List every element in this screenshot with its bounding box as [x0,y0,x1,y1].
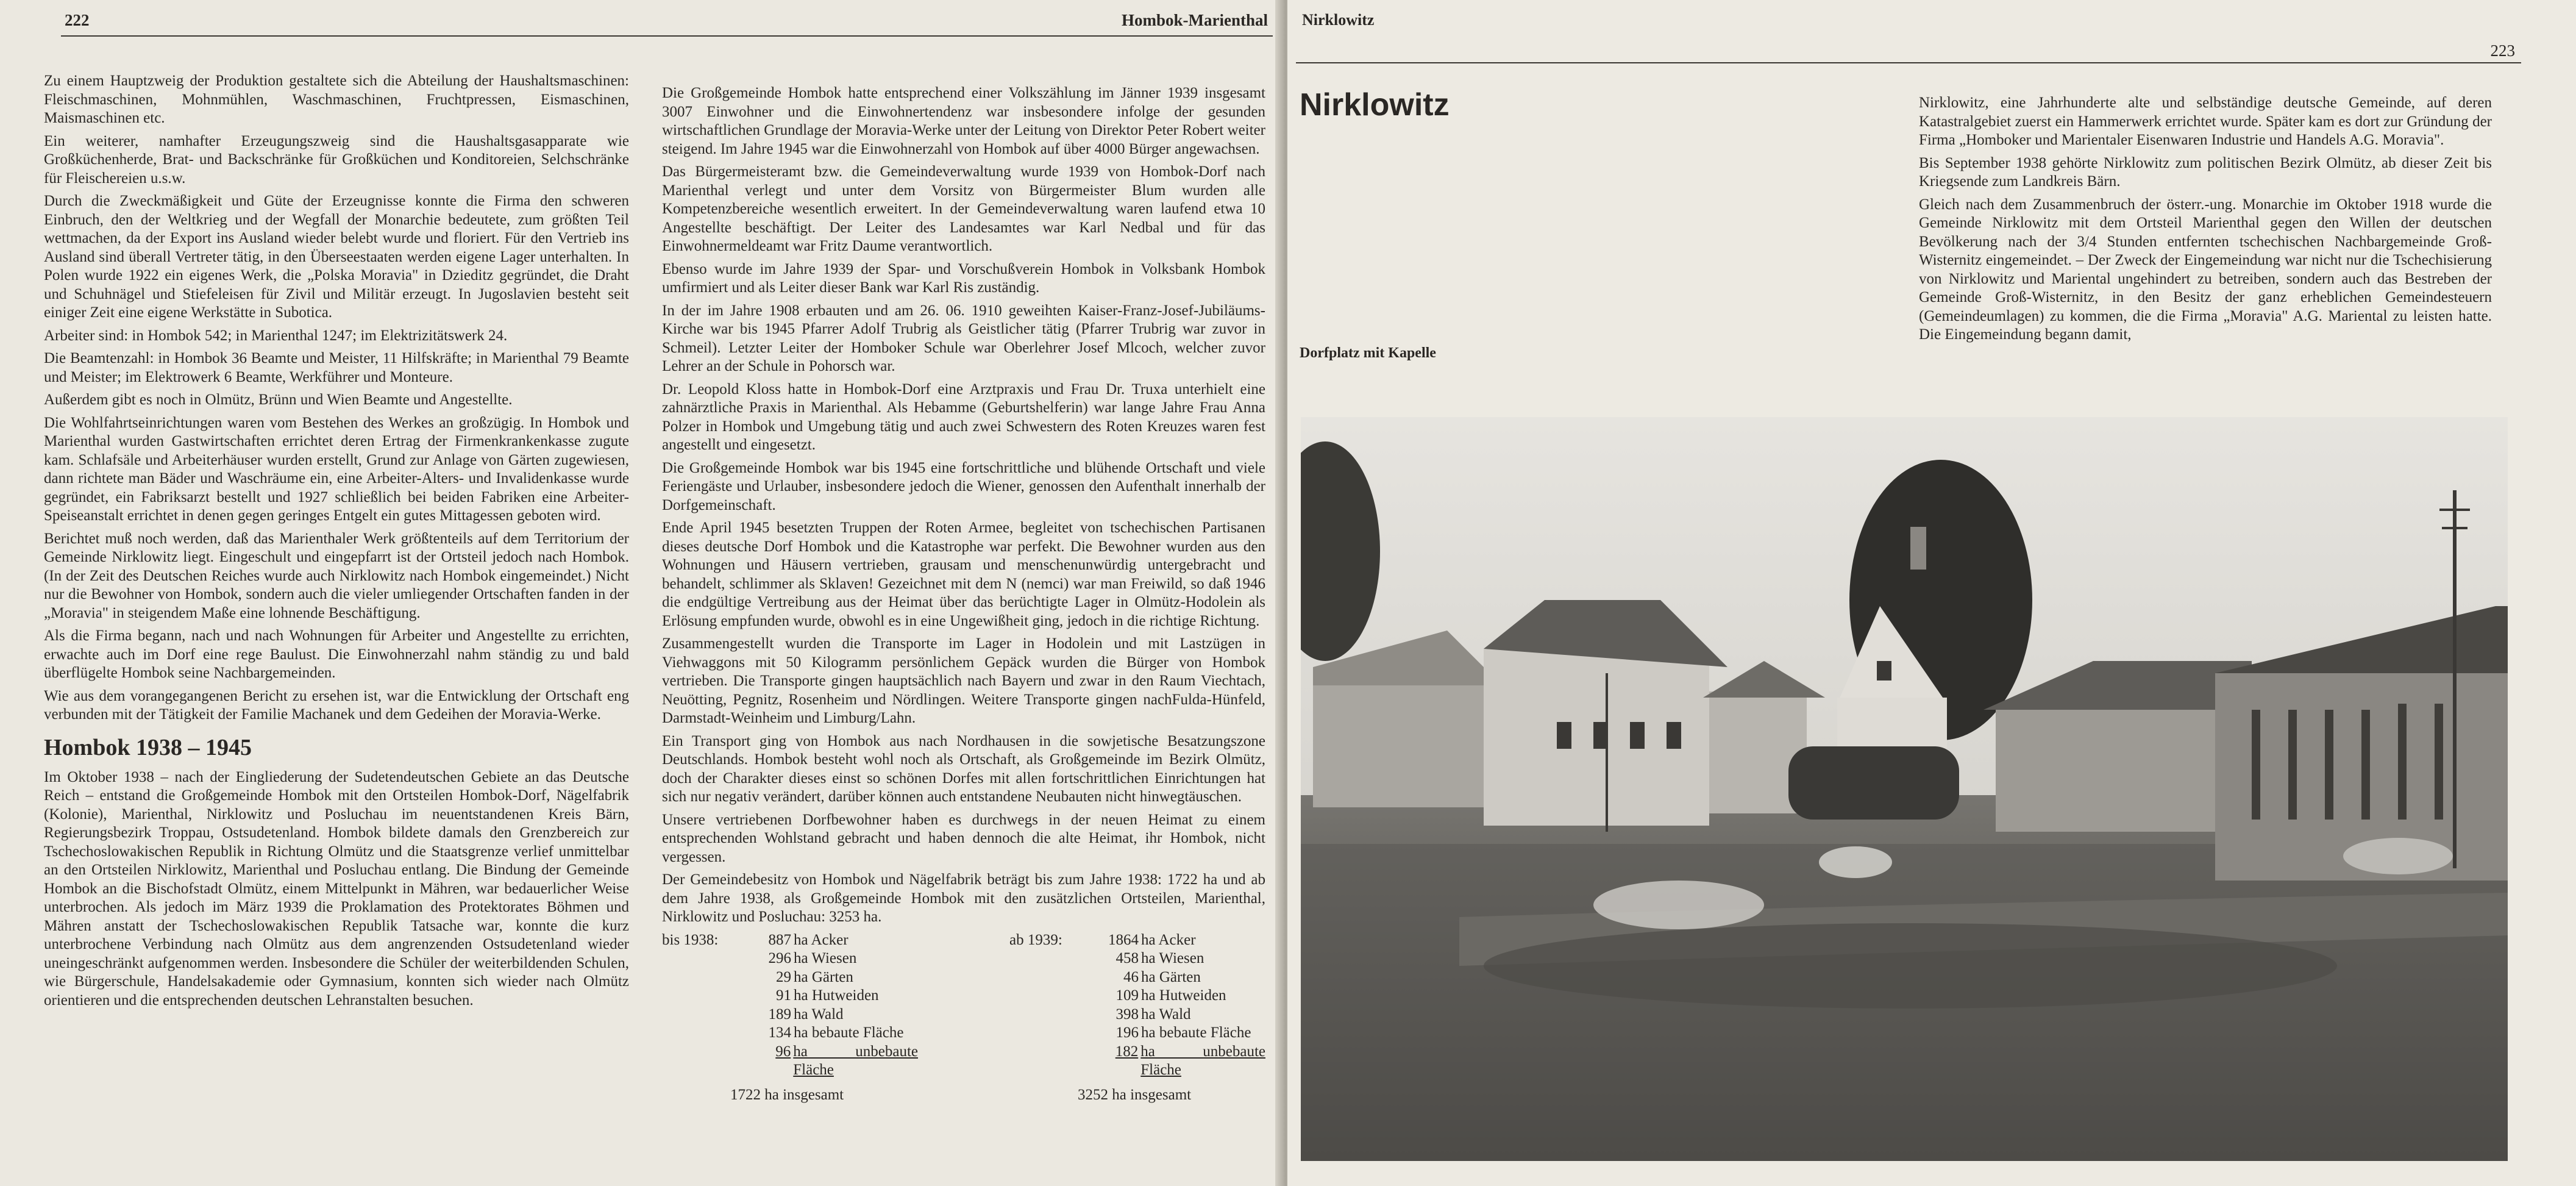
area-amount: 196 [1115,1024,1139,1041]
paragraph: Ebenso wurde im Jahre 1939 der Spar- und Vorschußverein Hombok in Volksbank Hombok umfirmiert und als Leiter dieser Bank war Karl Ris zuständig. [662,260,1265,296]
area-lead [662,949,730,968]
page-title: Nirklowitz [1300,87,1450,123]
area-lead [1009,949,1078,968]
area-amount: 46 [1123,968,1139,985]
area-row [662,931,918,950]
paragraph: Arbeiter sind: in Hombok 542; in Marienthal 1247; im Elektrizitätswerk 24. [44,327,508,344]
flower-bed-2 [1819,846,1892,878]
area-row [1009,1024,1265,1043]
area-lead [1009,968,1078,987]
area-label: ha unbebaute Fläche [793,1043,918,1078]
area-lead: bis 1938: [662,931,719,948]
paragraph: Wie aus dem vorangegangenen Bericht zu ersehen ist, war die Entwicklung der Ortschaft eng verbunden mit der Tätigkeit der Familie Machanek und dem Gedeihen der Moravia-Werke. [44,687,629,723]
paragraph: Das Bürgermeisteramt bzw. die Gemeindeverwaltung wurde 1939 von Hombok-Dorf nach Marienthal verlegt und unter dem Vorsitz von Bürgermeister Blum wurden alle Kompetenzbereiche wesentlich erweitert. In der Gemeindeverwaltung waren laufend etwa 10 Angestellte beschäftigt. Der Leiter des Landesamtes war Karl Nedbal und für das Einwohnermeldeamt war Fritz Daume verantwortlich. [662,163,1265,254]
area-label: ha Acker [794,931,849,948]
paragraph: Zusammengestellt wurden die Transporte im Lager in Hodolein und mit Lastzügen in Viehwaggons mit 50 Kilogramm persönlichem Gepäck wurden die Bürger von Hombok vertrieben. Die Transporte gingen hauptsächlich nach Bayern und zwar in den Raum Viechtach, Neuötting, Pegnitz, Rosenheim und Nördlingen. Weitere Transporte gingen nachFulda-Hünfeld, Darmstadt-Weinheim und Limburg/Lahn. [662,635,1265,726]
area-label: ha Wald [1141,1006,1191,1023]
paragraph: Außerdem gibt es noch in Olmütz, Brünn und Wien Beamte und Angestellte. [44,391,513,408]
col1-paragraphs [44,72,629,724]
right-page [1287,0,2576,1186]
area-label: ha Wiesen [794,950,857,966]
flower-bed-3 [2343,838,2453,874]
col2-paragraphs [662,84,1265,927]
paragraph: Bis September 1938 gehörte Nirklowitz zum politischen Bezirk Olmütz, ab dieser Zeit bis Kriegsende zum Landkreis Bärn. [1919,154,2492,190]
area-lead [662,968,730,987]
paragraph: Die Großgemeinde Hombok hatte entsprechend einer Volkszählung im Jänner 1939 insgesamt 3007 Einwohner und die Einwohnertendenz war insbesondere infolge der gesunden wirtschaftlichen Grundlage der Moravia-Werke unter der Leitung von Direktor Peter Robert weiter steigend. Im Jahre 1945 war die Einwohnerzahl von Hombok auf über 4000 Bürger angewachsen. [662,85,1265,157]
paragraph: In der im Jahre 1908 erbauten und am 26. 06. 1910 geweihten Kaiser-Franz-Josef-Jubiläums-Kirche war bis 1945 Pfarrer Adolf Trubrig als Geistlicher tätig (Pfarrer Trubrig war zuvor in Schmeil). Letzter Leiter der Homboker Schule war Oberlehrer Josef Mlcoch, welcher zuvor Lehrer an der Schule in Pohorsch war. [662,302,1265,374]
paragraph: Zu einem Hauptzweig der Produktion gestaltete sich die Abteilung der Haushaltsmaschinen: Fleischmaschinen, Mohnmühlen, Waschmaschinen, Fruchtpressen, Eismaschinen, Maismaschinen etc. [44,73,629,126]
area-amount: 182 [1115,1043,1139,1060]
utility-pole [2453,490,2457,868]
village-square-photo [1301,417,2508,1161]
area-amount: 96 [775,1043,791,1060]
running-head-left: Hombok-Marienthal [1122,11,1268,29]
paragraph: Dr. Leopold Kloss hatte in Hombok-Dorf eine Arztpraxis und Frau Dr. Truxa unterhielt eine zahnärztliche Praxis in Marienthal. Als Hebamme (Geburtshelferin) war lange Jahre Frau Anna Polzer in Hombok und Umgebung tätig und auch zwei Schwestern des Roten Kreuzes waren fest angestellt und eingesetzt. [662,380,1265,453]
paragraph: Die Großgemeinde Hombok war bis 1945 eine fortschrittliche und blühende Ortschaft und viele Feriengäste und Urlauber, insbesondere jedoch die Wiener, genossen den Aufenthalt innerhalb der Dorfgemeinschaft. [662,459,1265,513]
area-row [662,968,918,987]
paragraph: Als die Firma begann, nach und nach Wohnungen für Arbeiter und Angestellte zu errichten, erwachte auch im Dorf eine rege Baulust. Die Einwohnerzahl nahm ständig zu und bald überflügelte Hombok seine Nachbargemeinden. [44,627,629,681]
area-total: 3252 ha insgesamt [1078,1086,1192,1103]
photo-caption: Dorfplatz mit Kapelle [1300,345,1436,361]
area-lead [662,987,730,1006]
section-heading: Hombok 1938 – 1945 [44,734,252,760]
area-lead [662,1024,730,1043]
area-amount: 134 [768,1024,791,1041]
paragraph: Berichtet muß noch werden, daß das Marienthaler Werk größtenteils auf dem Territorium der Gemeinde Nirklowitz liegt. Eingeschult und eingepfarrt ist der Ortsteil jedoch nach Hombok. (In der Zeit des Deutschen Reiches wurde auch Nirklowitz nach Hombok eingemeindet.) Nicht nur die Bewohner von Hombok, sondern auch die vieler umliegender Ortschaften fanden in der „Moravia" in steigendem Maße eine lohnende Beschäftigung. [44,530,629,621]
area-lead [1009,1024,1078,1043]
area-row [1009,1043,1265,1080]
paragraph: Nirklowitz, eine Jahrhunderte alte und selbständige deutsche Gemeinde, auf deren Katastralgebiet zuerst ein Hammerwerk errichtet wurde. Später kam es dort zur Gründung der Firma „Homboker und Marientaler Eisenwaren Industrie und Handels A.G. Moravia". [1919,95,2492,148]
header-rule-left [61,35,1273,37]
left-page [0,0,1280,1186]
header-rule-right [1296,62,2521,63]
area-lead [1009,987,1078,1006]
paragraph: Ein Transport ging von Hombok aus nach Nordhausen in die sowjetische Besatzungszone Deutschlands. Hombok besteht wohl noch als Ortschaft, als Großgemeinde im Bezirk Olmütz, doch der Charakter dieses einst so schönen Dorfes mit allen fortschrittlichen Einrichtungen hat sich nur negativ verändert, darüber können auch entstandene Neubauten nicht hinwegtäuschen. [662,732,1265,805]
land-area-table [662,931,1265,1105]
area-label: ha Hutweiden [1141,987,1226,1004]
page-number-left: 222 [65,11,90,29]
house-right-1 [1996,710,2227,832]
running-head-right: Nirklowitz [1302,11,1375,29]
paragraph: Die Wohlfahrtseinrichtungen waren vom Bestehen des Werkes an großzügig. In Hombok und Marienthal wurden Gastwirtschaften errichtet deren Ertrag der Firmenkrankenkasse zugute kam. Schlafsäle und Arbeiterhäuser wurden erstellt, Grund zur Anlage von Gärten zugewiesen, dann richtete man Bäder und Waschräume ein, eine Arbeiter-Alters- und Invalidenkasse wurde gegründet, ein Fabriksarzt bestellt und 1927 schließlich bei beiden Fabriken eine Arbeiter-Speiseanstalt errichtet in denen gegen geringes Entgelt ein gutes Mittagessen geboten wird. [44,414,629,524]
paragraph: Gleich nach dem Zusammenbruch der österr.-ung. Monarchie im Oktober 1918 wurde die Gemeinde Nirklowitz mit dem Ortsteil Marienthal gegen den Willen der deutschen Bevölkerung nach der 3/4 Stunden entfernten tschechischen Nachbargemeinde Groß-Wisternitz eingemeindet. – Der Zweck der Eingemeindung war nicht nur die Tschechisierung von Nirklowitz und Mariental ungehindert zu betreiben, sondern auch das Bestreben der Gemeinde Groß-Wisternitz, in den Besitz der ganz erheblichen Gemeindesteuern (Gemeindeumlagen) zu kommen, die die Firma „Moravia" A.G. Mariental zu leisten hatte. Die Eingemeindung begann damit, [1919,196,2492,343]
area-amount: 887 [768,931,791,948]
area-amount: 109 [1115,987,1139,1004]
area-row [662,1006,918,1024]
paragraph: Die Beamtenzahl: in Hombok 36 Beamte und Meister, 11 Hilfskräfte; in Marienthal 79 Beamte und Meister; im Elektrowerk 6 Beamte, Werkführer und Monteure. [44,350,629,385]
area-row [1009,1006,1265,1024]
area-row [662,987,918,1006]
left-column-2 [662,84,1265,1104]
page-number-right: 223 [2490,41,2515,60]
area-amount: 458 [1115,950,1139,966]
paragraph: Unsere vertriebenen Dorfbewohner haben es durchwegs in der neuen Heimat zu einem entsprechenden Wohlstand gebracht und haben dennoch die alte Heimat, ihr Hombok, nicht vergessen. [662,811,1265,865]
area-label: ha Hutweiden [794,987,879,1004]
area-lead [1009,1006,1078,1024]
right-column [1919,94,2492,349]
paragraph: Ende April 1945 besetzten Truppen der Roten Armee, begleitet von tschechischen Partisanen dieses deutsche Dorf Hombok und die Katastrophe war perfekt. Die Bewohner wurden aus den Wohnungen und Häusern vertrieben, grausam und menschenunwürdig untergebracht und behandelt, schlimmer als Sklaven! Gezeichnet mit dem N (nemci) war man Freiwild, so daß 1946 die endgültige Vertreibung aus der Heimat über das berüchtigte Lager in Olmütz-Hodolein als Erlösung empfunden wurde, obwohl es in eine Ungewißheit ging, jedoch in die richtige Richtung. [662,520,1265,629]
area-lead [662,1043,730,1080]
col1-after-paragraphs [44,768,629,1010]
area-row [1009,968,1265,987]
area-label: ha bebaute Fläche [794,1024,904,1041]
area-row [1009,987,1265,1006]
area-label: ha Wiesen [1141,950,1204,966]
paragraph: Der Gemeindebesitz von Hombok und Nägelfabrik beträgt bis zum Jahre 1938: 1722 ha und ab dem Jahre 1938, als Großgemeinde Hombok mit den zusätzlichen Ortsteilen, Marienthal, Nirklowitz und Posluchau: 3253 ha. [662,871,1265,925]
area-label: ha bebaute Fläche [1141,1024,1251,1041]
flower-bed-1 [1593,881,1764,929]
area-list-before-1938 [662,931,918,1105]
area-row [662,1024,918,1043]
area-list-after-1939 [1009,931,1265,1105]
area-label: ha Gärten [794,968,853,985]
area-lead: ab 1939: [1009,931,1062,948]
area-lead [662,1006,730,1024]
area-row [1009,949,1265,968]
paragraph: Ein weiterer, namhafter Erzeugungszweig sind die Haushaltsgasapparate wie Großküchenherde, Brat- und Backschränke für Großküchen und Konditoreien, Selchschränke für Fleischereien u.s.w. [44,132,629,187]
area-amount: 296 [768,950,791,966]
area-label: ha Gärten [1141,968,1201,985]
area-amount: 189 [768,1006,791,1023]
lawn-shadow [1484,923,2337,1009]
area-label: ha unbebaute Fläche [1140,1043,1265,1078]
area-lead [1009,1043,1078,1080]
area-row [662,1043,918,1080]
area-amount: 398 [1115,1006,1139,1023]
area-row [662,949,918,968]
area-total: 1722 ha insgesamt [730,1086,844,1103]
area-amount: 29 [776,968,791,985]
area-row [1009,931,1265,950]
paragraph: Im Oktober 1938 – nach der Eingliederung der Sudetendeutschen Gebiete an das Deutsche Reich – entstand die Großgemeinde Hombok mit den Ortsteilen Hombok-Dorf, Nägelfabrik (Kolonie), Marienthal, Nirklowitz und Posluchau im neuentstandenen Kreis Bärn, Regierungsbezirk Troppau, Ostsudetenland. Hombok bildete damals den Grenzbereich zur Tschechoslowakischen Republik in Richtung Olmütz und die Staatsgrenze verlief unmittelbar an den Ortsteilen Nirklowitz, Marienthal und Posluchau entlang. Die Bindung der Gemeinde Hombok an die Bischofstadt Olmütz, einem Mittelpunkt in Mähren, war bedauerlicher Weise unterbrochen. Als jedoch im März 1939 die Proklamation des Protektorates Böhmen und Mähren anstatt der Tschechoslowakischen Republik Tatsache war, konnte die kurz unterbrochene Verbindung nach Olmütz aus dem angrenzenden Ostsudetenland wieder uneingeschränkt aufgenommen werden. Insbesondere die Schüler der weiterbildenden Schulen, wie Bürgerschule, Handelsakademie oder Gymnasium, konnten sich wieder nach Olmütz orientieren und die entsprechenden deutschen Lehranstalten besuchen. [44,768,629,1009]
area-amount: 1864 [1108,931,1139,948]
left-column-1 [44,72,629,1014]
area-label: ha Wald [794,1006,844,1023]
area-label: ha Acker [1141,931,1196,948]
right-paragraphs [1919,94,2492,345]
hedge [1788,746,1959,820]
paragraph: Durch die Zweckmäßigkeit und Güte der Erzeugnisse konnte die Firma den schweren Einbruch, den der Weltkrieg und der Wegfall der Monarchie bedeutete, zum größten Teil wettmachen, da der Export ins Ausland wieder belebt wurde und floriert. Für den Vertrieb ins Ausland sind überall Vertreter tätig, in den Überseestaaten werden eigene Lager unterhalten. In Polen wurde 1922 ein eigenes Werk, die „Polska Moravia" in Dzieditz gegründet, die Draht und Schuhnägel und Stiefeleisen für Zivil und Militär erzeugt. In Jugoslavien besteht seit einiger Zeit eine eigene Werkstätte in Subotica. [44,193,629,321]
area-amount: 91 [776,987,791,1004]
